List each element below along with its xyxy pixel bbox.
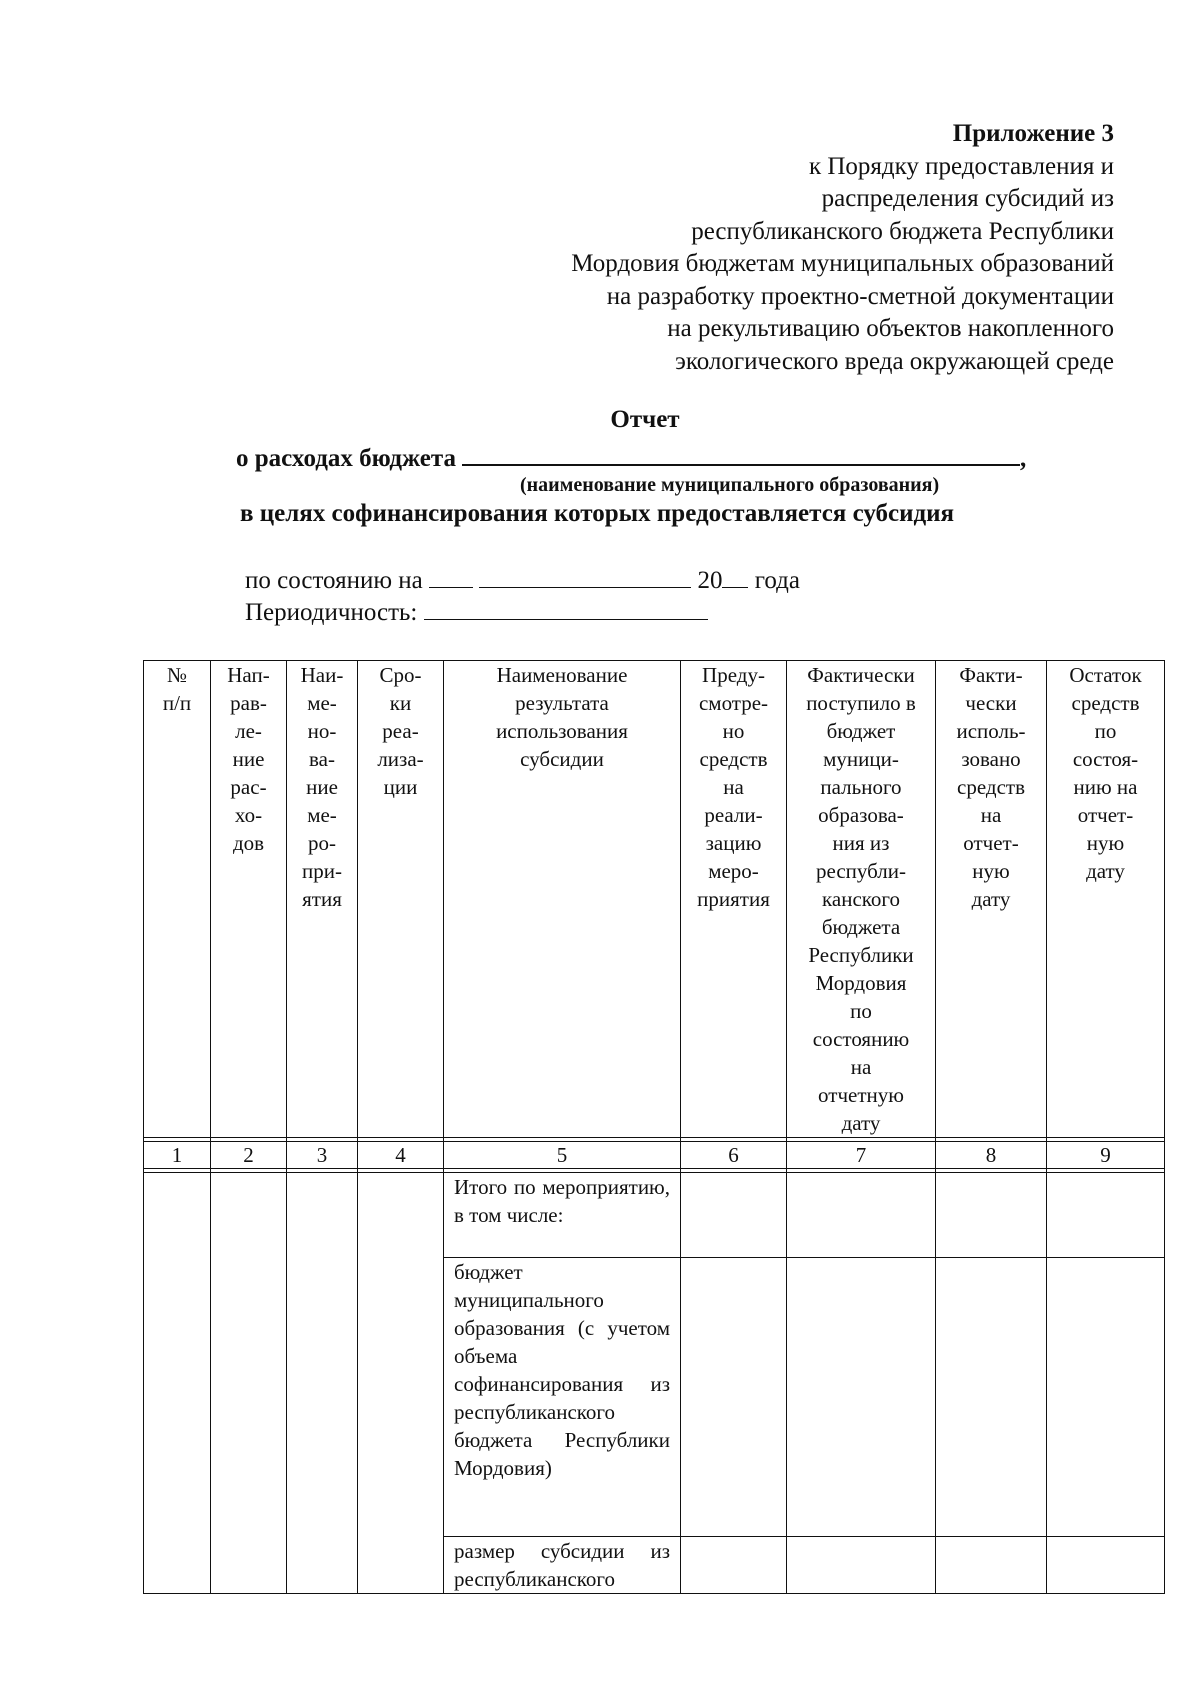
header-cell: Сро- ки реа- лиза- ции <box>358 661 444 1138</box>
appendix-block <box>571 118 1114 378</box>
state-year-prefix: 20 <box>697 567 723 594</box>
column-number-row <box>144 1142 1165 1169</box>
period-label: Периодичность: <box>245 599 418 626</box>
report-title: Отчет <box>610 406 680 433</box>
column-number: 6 <box>681 1142 787 1169</box>
table-cell[interactable] <box>936 1258 1047 1537</box>
table-header-row <box>144 661 1165 1138</box>
state-suffix: года <box>754 567 800 594</box>
budget-hint: (наименование муниципального образования) <box>520 474 940 496</box>
column-number: 9 <box>1047 1142 1165 1169</box>
header-cell: Наименование результата использования субсидии <box>444 661 681 1138</box>
column-number: 1 <box>144 1142 211 1169</box>
appendix-line: Мордовия бюджетам муниципальных образований <box>571 250 1114 277</box>
header-cell: Преду- смотре- но средств на реали- зацию меро- приятия <box>681 661 787 1138</box>
budget-suffix: , <box>1019 445 1027 472</box>
table-cell[interactable] <box>681 1537 787 1594</box>
period-blank[interactable] <box>424 597 708 620</box>
header-cell: Фактически поступило в бюджет муници- пального образова- ния из республи- канского бюджета Республики Мордовия по состоянию на отчетную дату <box>787 661 936 1138</box>
table-cell[interactable] <box>287 1173 358 1594</box>
appendix-line: на рекультивацию объектов накопленного <box>667 315 1114 342</box>
column-number: 5 <box>444 1142 681 1169</box>
header-cell: Факти- чески исполь- зовано средств на отчет- ную дату <box>936 661 1047 1138</box>
purpose-line: в целях софинансирования которых предоставляется субсидия <box>240 500 955 527</box>
table-cell[interactable] <box>787 1537 936 1594</box>
table-cell[interactable] <box>787 1258 936 1537</box>
budget-name-blank[interactable] <box>462 442 1020 466</box>
row-label: Итого по мероприятию, в том числе: <box>444 1173 681 1258</box>
table-cell[interactable] <box>1047 1537 1165 1594</box>
budget-prefix: о расходах бюджета <box>236 445 456 472</box>
row-label: бюджет муниципального образования (с учетом объема софинансирования из республиканского бюджета Республики Мордовия) <box>444 1258 681 1537</box>
column-number: 3 <box>287 1142 358 1169</box>
table-cell[interactable] <box>936 1173 1047 1258</box>
table-cell[interactable] <box>358 1173 444 1594</box>
budget-line <box>236 442 1026 473</box>
table-cell[interactable] <box>681 1173 787 1258</box>
column-number: 7 <box>787 1142 936 1169</box>
table-cell[interactable] <box>936 1537 1047 1594</box>
column-number: 4 <box>358 1142 444 1169</box>
appendix-line: на разработку проектно-сметной документации <box>606 282 1114 310</box>
periodicity-line <box>245 597 708 627</box>
column-number: 8 <box>936 1142 1047 1169</box>
column-number: 2 <box>211 1142 287 1169</box>
table-row <box>144 1173 1165 1258</box>
table-cell[interactable] <box>211 1173 287 1594</box>
appendix-line: к Порядку предоставления и <box>808 152 1114 180</box>
table-cell[interactable] <box>787 1173 936 1258</box>
appendix-line: экологического вреда окружающей среде <box>675 347 1114 375</box>
state-date-line <box>245 565 800 595</box>
header-cell: № п/п <box>144 661 211 1138</box>
table-cell[interactable] <box>1047 1258 1165 1537</box>
state-day-blank[interactable] <box>429 565 473 588</box>
row-label: размер субсидии из республиканского <box>444 1537 681 1594</box>
state-month-blank[interactable] <box>479 565 691 588</box>
appendix-line: распределения субсидий из <box>821 185 1114 212</box>
header-cell: Наи- ме- но- ва- ние ме- ро- при- ятия <box>287 661 358 1138</box>
report-table <box>143 660 1165 1594</box>
appendix-line: республиканского бюджета Республики <box>691 217 1114 245</box>
table-cell[interactable] <box>1047 1173 1165 1258</box>
state-year-blank[interactable] <box>722 565 748 588</box>
header-cell: Нап- рав- ле- ние рас- хо- дов <box>211 661 287 1138</box>
header-cell: Остаток средств по состоя- нию на отчет- ную дату <box>1047 661 1165 1138</box>
table-cell[interactable] <box>144 1173 211 1594</box>
table-cell[interactable] <box>681 1258 787 1537</box>
appendix-title: Приложение 3 <box>952 120 1114 147</box>
state-prefix: по состоянию на <box>245 567 423 594</box>
